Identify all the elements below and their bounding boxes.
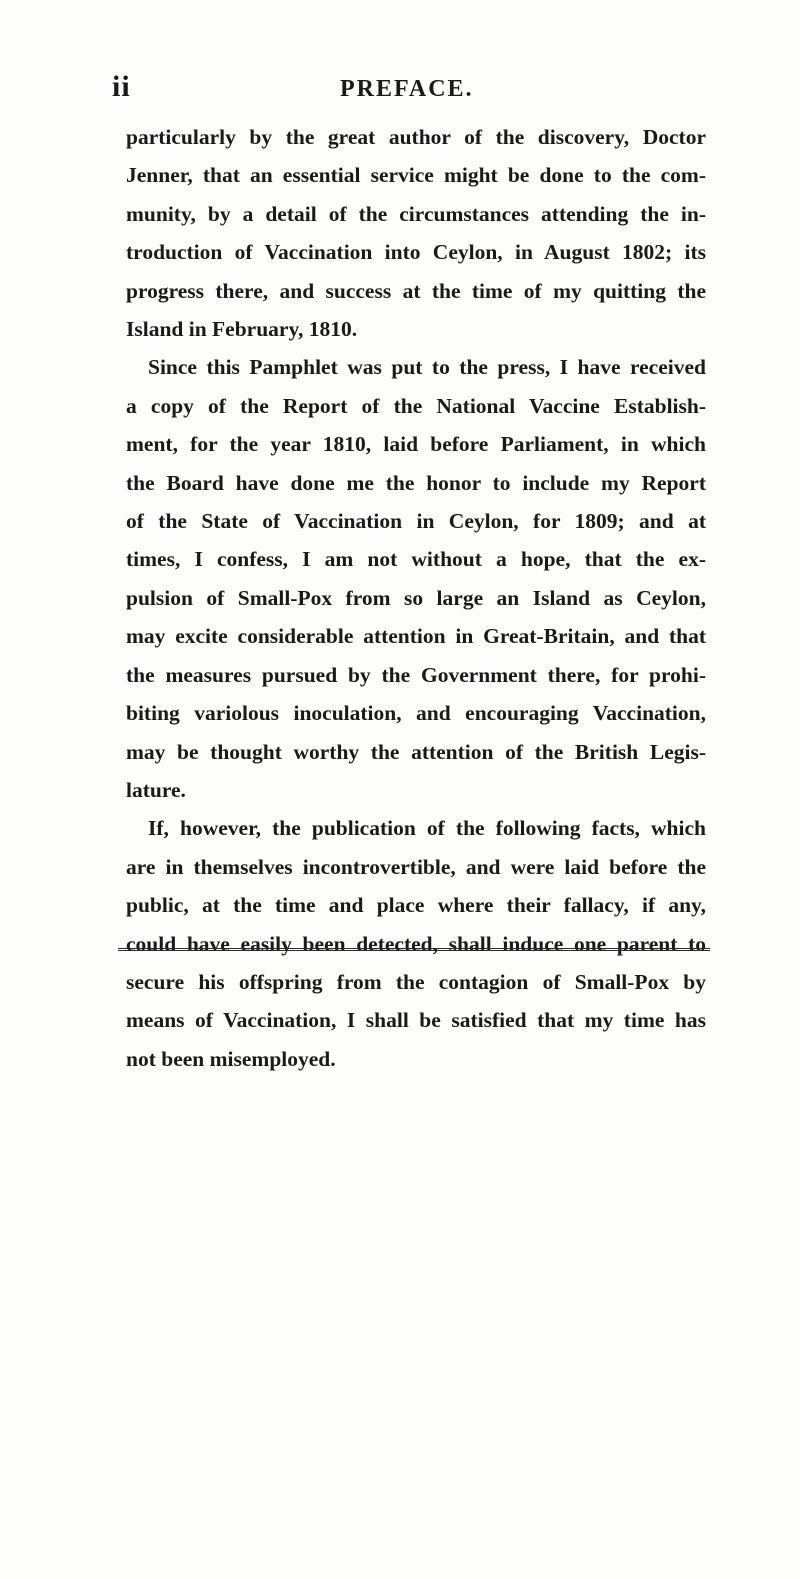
text-line: ment, for the year 1810, laid before Parliament, in which [126,432,706,457]
text-line: lature. [126,777,186,802]
text-line: If, however, the publication of the following facts, which [148,816,706,841]
paragraph-3 [126,809,706,1078]
text-line: Island in February, 1810. [126,317,358,342]
text-line: Jenner, that an essential service might be done to the com- [126,163,706,188]
text-line: biting variolous inoculation, and encouraging Vaccination, [126,701,706,726]
text-line: the Board have done me the honor to include my Report [126,470,706,495]
text-line: of the State of Vaccination in Ceylon, for 1809; and at [126,509,706,534]
paragraph-2 [126,348,706,809]
paragraph-1 [126,118,706,348]
closing-rule [118,948,710,951]
text-line: secure his offspring from the contagion of Small-Pox by [126,969,706,994]
text-line: pulsion of Small-Pox from so large an Island as Ceylon, [126,585,706,610]
text-line: munity, by a detail of the circumstances attending the in- [126,201,706,226]
text-line: a copy of the Report of the National Vaccine Establish- [126,393,706,418]
text-line: troduction of Vaccination into Ceylon, in August 1802; its [126,240,706,265]
running-head [112,70,712,110]
text-line: may be thought worthy the attention of the British Legis- [126,739,706,764]
text-line: the measures pursued by the Government there, for prohi- [126,662,706,687]
text-line: not been misemployed. [126,1046,336,1071]
text-line: particularly by the great author of the discovery, Doctor [126,125,706,149]
preface-text [126,118,706,1078]
running-title: PREFACE. [340,76,474,102]
page-number: ii [112,70,131,103]
text-line: may excite considerable attention in Great-Britain, and that [126,624,706,649]
text-line: public, at the time and place where their fallacy, if any, [126,893,706,918]
text-line: are in themselves incontrovertible, and were laid before the [126,854,706,879]
text-line: times, I confess, I am not without a hope, that the ex- [126,547,706,572]
text-line: could have easily been detected, shall induce one parent to [126,931,706,956]
text-line: Since this Pamphlet was put to the press, I have received [148,355,706,380]
text-line: progress there, and success at the time of my quitting the [126,278,706,303]
text-line: means of Vaccination, I shall be satisfied that my time has [126,1008,706,1033]
